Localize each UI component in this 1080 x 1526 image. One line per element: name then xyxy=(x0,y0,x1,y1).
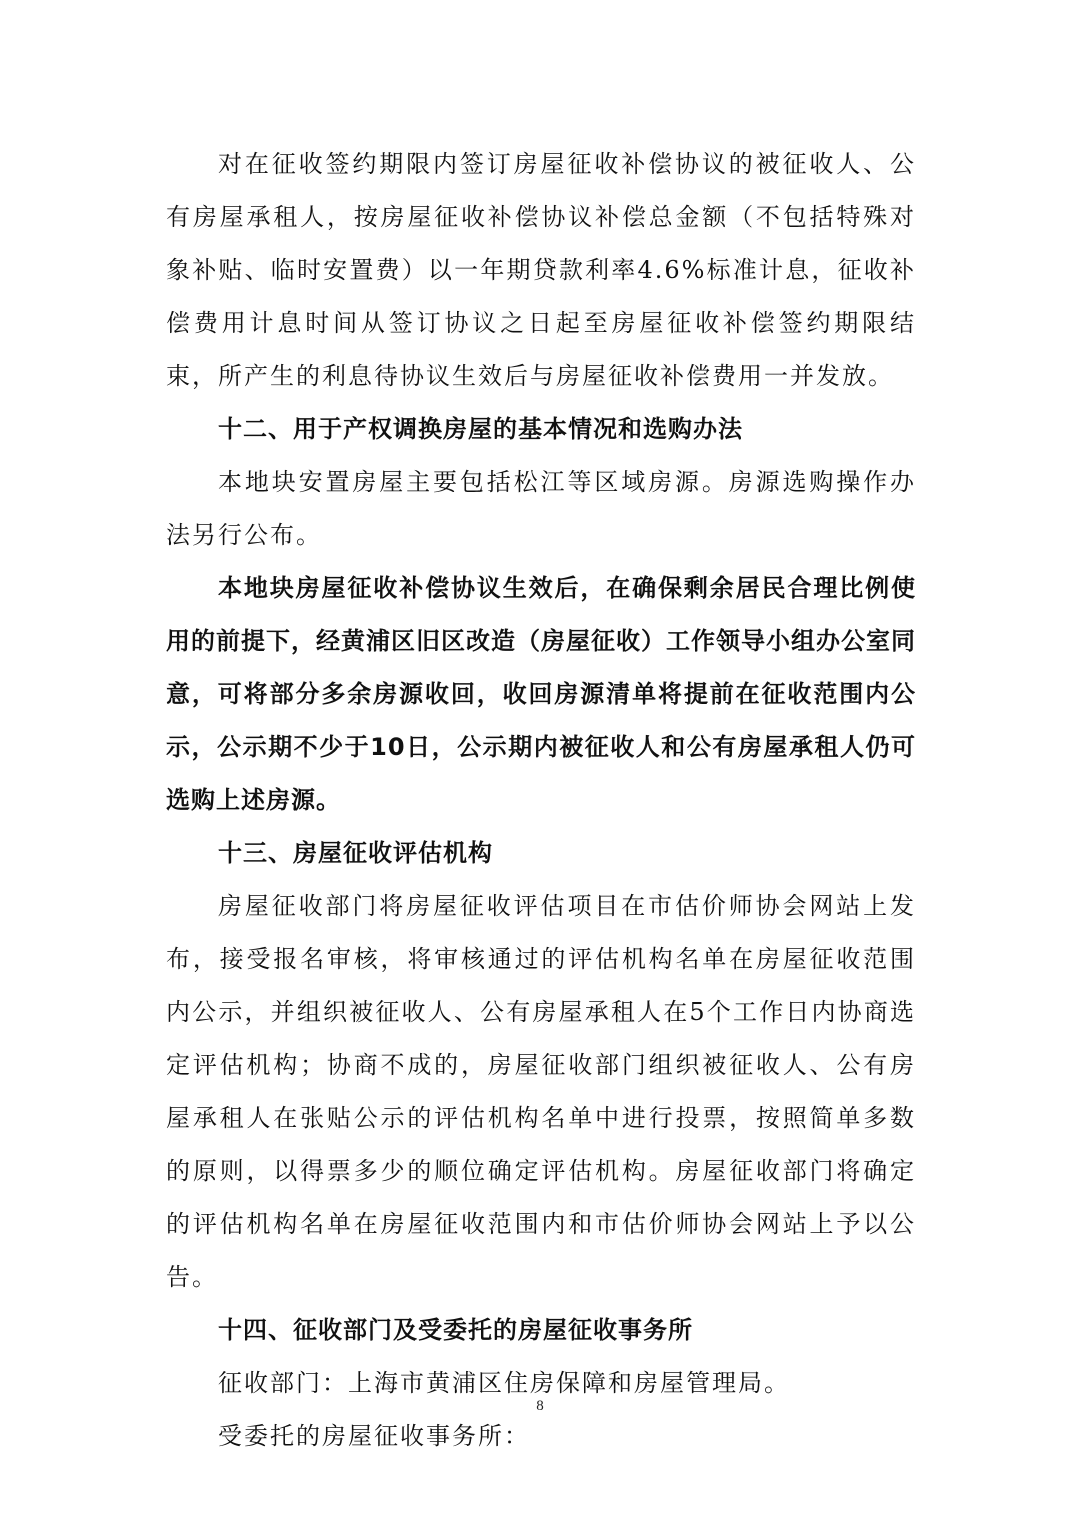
paragraph-resettlement-housing: 本地块安置房屋主要包括松江等区域房源。房源选购操作办法另行公布。 xyxy=(166,468,916,549)
paragraph-surplus-housing-bold: 本地块房屋征收补偿协议生效后，在确保剩余居民合理比例使用的前提下，经黄浦区旧区改造（房屋征收）工作领导小组办公室同意，可将部分多余房源收回，收回房源清单将提前在征收范围内公示，公示期不少于10日，公示期内被征收人和公有房屋承租人仍可选购上述房源。 xyxy=(166,574,916,814)
paragraph-evaluation-agency: 房屋征收部门将房屋征收评估项目在市估价师协会网站上发布，接受报名审核，将审核通过的评估机构名单在房屋征收范围内公示，并组织被征收人、公有房屋承租人在5个工作日内协商选定评估机构；协商不成的，房屋征收部门组织被征收人、公有房屋承租人在张贴公示的评估机构名单中进行投票，按照简单多数的原则，以得票多少的顺位确定评估机构。房屋征收部门将确定的评估机构名单在房屋征收范围内和市估价师协会网站上予以公告。 xyxy=(166,892,916,1291)
section-heading-13: 十三、房屋征收评估机构 xyxy=(218,839,493,867)
section-heading-12: 十二、用于产权调换房屋的基本情况和选购办法 xyxy=(218,415,743,443)
paragraph-interest-compensation: 对在征收签约期限内签订房屋征收补偿协议的被征收人、公有房屋承租人，按房屋征收补偿协议补偿总金额（不包括特殊对象补贴、临时安置费）以一年期贷款利率4.6%标准计息，征收补偿费用计息时间从签订协议之日起至房屋征收补偿签约期限结束，所产生的利息待协议生效后与房屋征收补偿费用一并发放。 xyxy=(166,150,916,390)
paragraph-expropriation-department: 征收部门：上海市黄浦区住房保障和房屋管理局。 xyxy=(218,1369,790,1397)
page-number: 8 xyxy=(536,1398,544,1414)
paragraph-entrusted-office: 受委托的房屋征收事务所： xyxy=(218,1422,530,1450)
section-heading-14: 十四、征收部门及受委托的房屋征收事务所 xyxy=(218,1316,693,1344)
document-body xyxy=(166,138,916,1463)
